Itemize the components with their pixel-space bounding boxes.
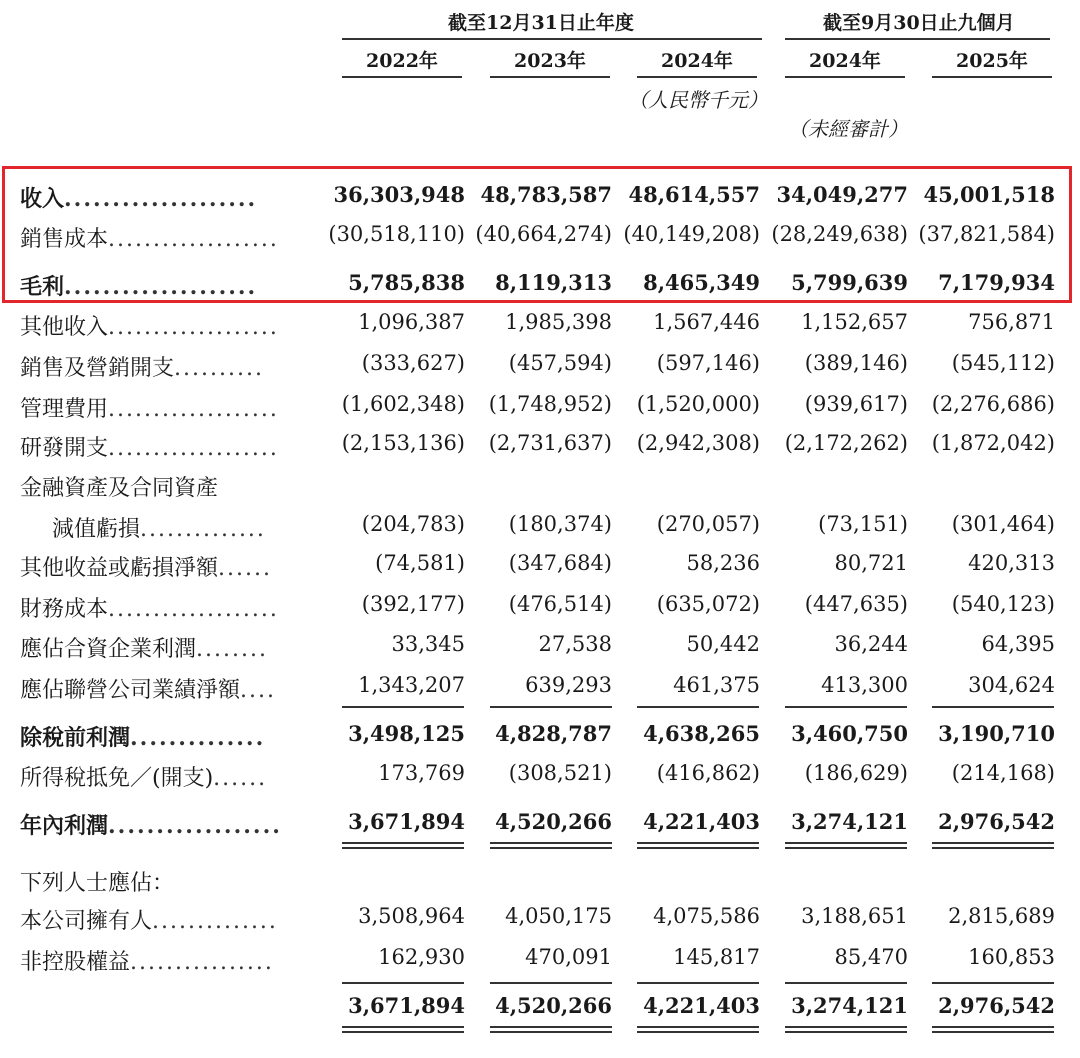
cell-value: (73,151) [818,512,908,536]
subtotal-rule [637,982,759,984]
cell-value: 48,783,587 [480,182,612,207]
leader-dots: .............. [130,725,266,751]
cell-value: (2,942,308) [636,431,760,455]
cell-value: (939,617) [804,392,908,416]
subtotal-rule [342,706,464,708]
cell-value: (1,872,042) [931,431,1055,455]
row-label-text: 所得稅抵免／(開支) [20,766,214,791]
leader-dots: ................... [108,227,279,252]
cell-value: (2,153,136) [341,431,465,455]
cell-value: (545,112) [951,351,1055,375]
cell-value: 1,096,387 [358,310,465,334]
cell-value: 4,828,787 [495,721,612,746]
cell-value: 45,001,518 [923,182,1055,207]
highlight-box [2,166,1072,303]
cell-value: (2,172,262) [784,431,908,455]
subtotal-rule [932,706,1054,708]
cell-value: 4,221,403 [643,809,760,834]
cell-value: (204,783) [361,512,465,536]
cell-value: (30,518,110) [328,222,465,246]
row-label [20,945,274,976]
leader-dots: .............. [140,517,266,542]
cell-value: 3,460,750 [791,721,908,746]
cell-value: (180,374) [508,512,612,536]
cell-value: 8,119,313 [495,270,612,295]
cell-value: 4,520,266 [495,809,612,834]
leader-dots: .................... [64,186,258,212]
cell-value: 756,871 [968,310,1055,334]
row-label-text: 毛利 [20,274,65,300]
cell-value: 160,853 [968,945,1055,969]
row-label-text: 財務成本 [20,597,109,622]
row-label [20,866,174,897]
row-label [20,761,267,792]
cell-value: 1,567,446 [653,310,760,334]
cell-value: 85,470 [834,945,908,969]
cell-value: 2,815,689 [948,904,1055,928]
row-label-text: 研發開支 [20,436,109,461]
row-label-text: 應佔合資企業利潤 [20,637,197,662]
cell-value: (392,177) [361,592,465,616]
cell-value: (476,514) [508,592,612,616]
row-label-text: 下列人士應佔： [20,871,175,896]
cell-value: 145,817 [673,945,760,969]
cell-value: 8,465,349 [643,270,760,295]
leader-dots: ................... [108,597,279,622]
cell-value: 3,498,125 [348,721,465,746]
row-label-text: 其他收益或虧損淨額 [20,556,219,581]
cell-value: 162,930 [378,945,465,969]
row-label [52,512,266,543]
year-rule-0 [342,76,462,78]
cell-value: 3,671,894 [348,993,465,1018]
cell-value: (301,464) [951,512,1055,536]
unaudited-note: （未經審計） [788,117,908,141]
cell-value: (597,146) [656,351,760,375]
row-label-text: 非控股權益 [20,950,131,975]
cell-value: 3,274,121 [791,809,908,834]
cell-value: (186,629) [804,761,908,785]
leader-dots: .................. [108,813,282,839]
cell-value: 413,300 [821,673,908,697]
cell-value: (389,146) [804,351,908,375]
cell-value: 5,785,838 [348,270,465,295]
total-double-rule [785,1026,907,1033]
cell-value: 1,343,207 [358,673,465,697]
subtotal-rule [932,982,1054,984]
row-label-text: 銷售成本 [20,227,109,252]
total-double-rule [342,842,464,849]
cell-value: (40,664,274) [475,222,612,246]
subtotal-rule [490,982,612,984]
total-double-rule [785,842,907,849]
header-group1-rule [342,38,762,40]
unit-note: （人民幣千元） [628,88,768,112]
row-label [20,551,272,582]
cell-value: 304,624 [968,673,1055,697]
cell-value: 3,671,894 [348,809,465,834]
cell-value: 470,091 [525,945,612,969]
cell-value: (308,521) [508,761,612,785]
leader-dots: ................... [108,397,279,422]
cell-value: 639,293 [525,673,612,697]
year-header-1: 2023年 [514,50,586,72]
header-group2-rule [785,38,1050,40]
row-label [20,431,279,462]
cell-value: (416,862) [656,761,760,785]
cell-value: (2,276,686) [931,392,1055,416]
cell-value: 50,442 [686,632,760,656]
row-label-text: 金融資產及合同資產 [20,476,219,501]
cell-value: 4,221,403 [643,993,760,1018]
row-label [20,592,279,623]
row-label-text: 收入 [20,186,65,212]
cell-value: 48,614,557 [628,182,760,207]
year-header-2: 2024年 [661,50,733,72]
row-label-text: 銷售及營銷開支 [20,356,175,381]
cell-value: 4,638,265 [643,721,760,746]
cell-value: (1,748,952) [488,392,612,416]
cell-value: (37,821,584) [918,222,1055,246]
cell-value: (270,057) [656,512,760,536]
leader-dots: .............. [152,909,278,934]
leader-dots: .................... [64,274,258,300]
cell-value: 34,049,277 [776,182,908,207]
total-double-rule [490,1026,612,1033]
header-group2: 截至9月30日止九個月 [823,12,1015,34]
subtotal-rule [785,706,907,708]
cell-value: 27,538 [538,632,612,656]
cell-value: 7,179,934 [938,270,1055,295]
leader-dots: ................ [130,950,274,975]
cell-value: 58,236 [686,551,760,575]
leader-dots: ........ [196,637,268,662]
year-header-3: 2024年 [809,50,881,72]
row-label [20,351,264,382]
cell-value: 2,976,542 [938,809,1055,834]
cell-value: (347,684) [508,551,612,575]
cell-value: (333,627) [361,351,465,375]
cell-value: 4,075,586 [653,904,760,928]
subtotal-rule [637,706,759,708]
cell-value: (214,168) [951,761,1055,785]
cell-value: 2,976,542 [938,993,1055,1018]
leader-dots: ................... [108,436,279,461]
cell-value: (447,635) [804,592,908,616]
row-label [20,904,278,935]
leader-dots: .... [240,678,276,703]
cell-value: (457,594) [508,351,612,375]
total-double-rule [490,842,612,849]
cell-value: 80,721 [834,551,908,575]
year-header-4: 2025年 [956,50,1028,72]
leader-dots: ...... [213,766,268,791]
year-rule-2 [637,76,757,78]
cell-value: 3,190,710 [938,721,1055,746]
cell-value: (2,731,637) [488,431,612,455]
subtotal-rule [785,982,907,984]
year-rule-1 [490,76,610,78]
leader-dots: ...... [218,556,272,581]
row-label-text: 本公司擁有人 [20,909,153,934]
row-label [20,721,265,752]
row-label-text: 應佔聯營公司業績淨額 [20,678,241,703]
cell-value: 4,050,175 [505,904,612,928]
cell-value: 5,799,639 [791,270,908,295]
row-label-text: 減值虧損 [52,517,141,542]
cell-value: 36,303,948 [333,182,465,207]
total-double-rule [342,1026,464,1033]
leader-dots: ................... [108,315,279,340]
cell-value: (28,249,638) [771,222,908,246]
cell-value: (1,602,348) [341,392,465,416]
row-label [20,392,279,423]
cell-value: 3,508,964 [358,904,465,928]
year-rule-4 [932,76,1052,78]
cell-value: 3,274,121 [791,993,908,1018]
cell-value: 36,244 [834,632,908,656]
cell-value: 33,345 [391,632,465,656]
cell-value: 461,375 [673,673,760,697]
row-label-text: 年內利潤 [20,813,109,839]
cell-value: (540,123) [951,592,1055,616]
cell-value: (635,072) [656,592,760,616]
row-label [20,673,276,704]
cell-value: 1,152,657 [801,310,908,334]
row-label [20,632,268,663]
total-double-rule [932,842,1054,849]
cell-value: 420,313 [968,551,1055,575]
total-double-rule [637,1026,759,1033]
row-label-text: 管理費用 [20,397,109,422]
row-label [20,471,218,502]
total-double-rule [932,1026,1054,1033]
header-group1: 截至12月31日止年度 [448,12,634,34]
total-double-rule [637,842,759,849]
cell-value: 1,985,398 [505,310,612,334]
row-label-text: 除稅前利潤 [20,725,131,751]
cell-value: 3,188,651 [801,904,908,928]
subtotal-rule [342,982,464,984]
year-header-0: 2022年 [366,50,438,72]
row-label [20,809,282,840]
row-label [20,310,279,341]
leader-dots: .......... [174,356,264,381]
row-label-text: 其他收入 [20,315,109,340]
cell-value: 4,520,266 [495,993,612,1018]
cell-value: (1,520,000) [636,392,760,416]
cell-value: 173,769 [378,761,465,785]
cell-value: 64,395 [981,632,1055,656]
cell-value: (74,581) [375,551,465,575]
cell-value: (40,149,208) [623,222,760,246]
subtotal-rule [490,706,612,708]
year-rule-3 [785,76,905,78]
